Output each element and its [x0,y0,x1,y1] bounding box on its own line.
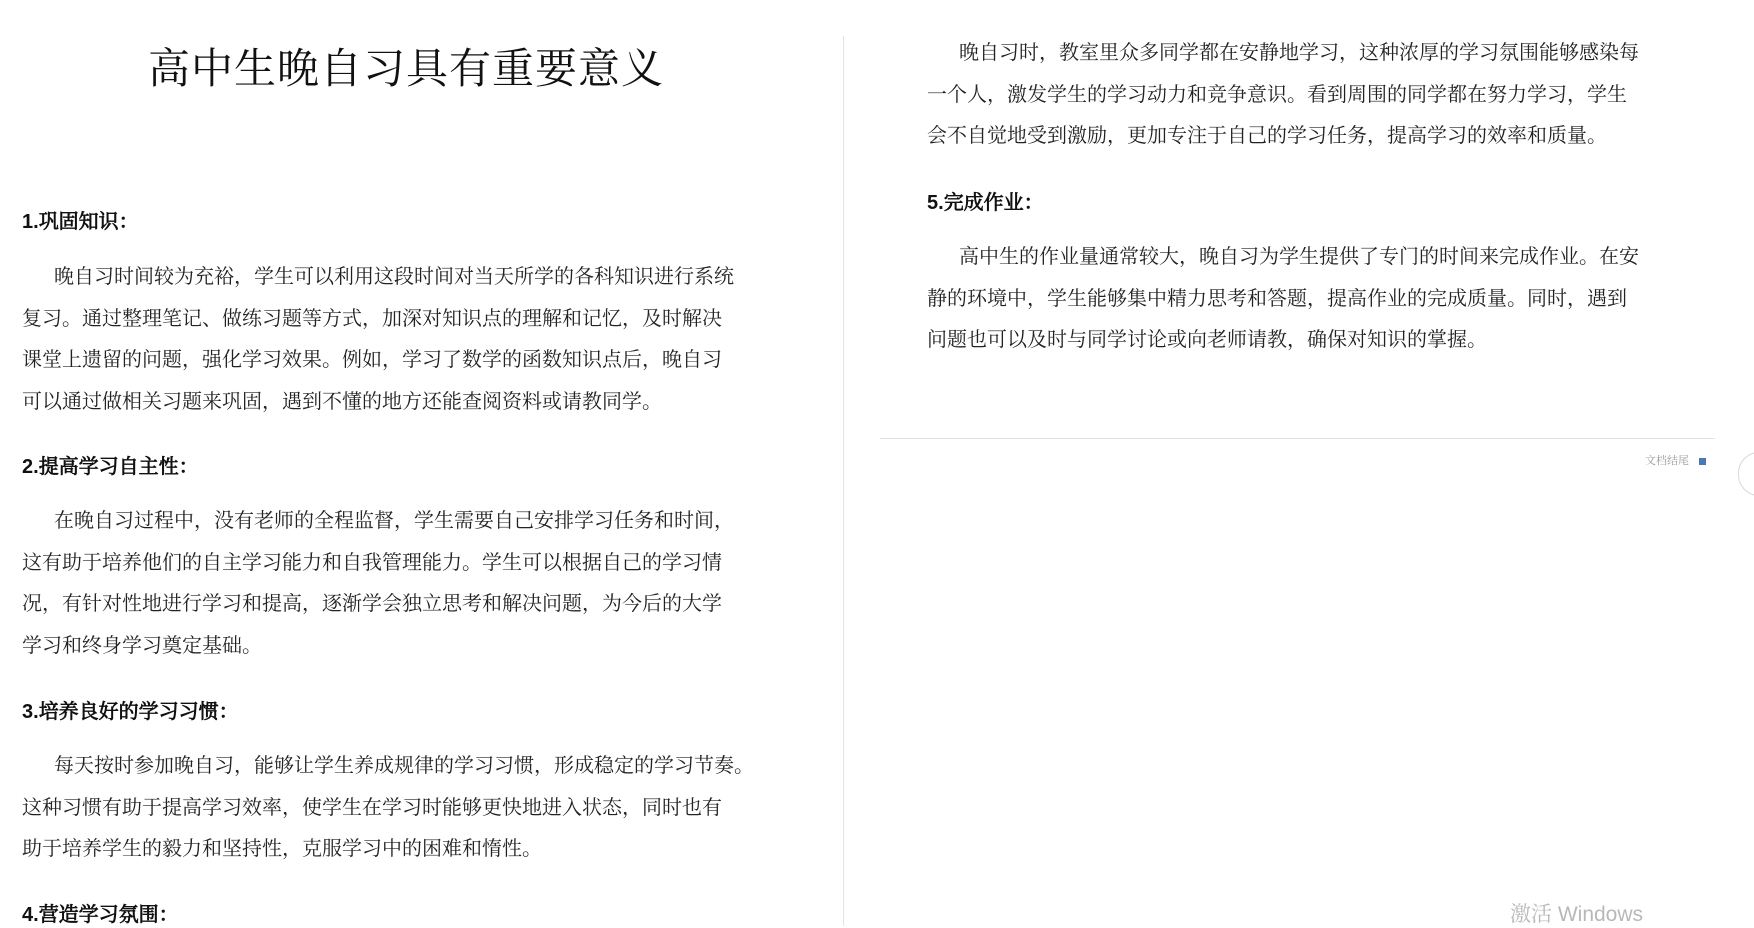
section-3-paragraph [22,745,754,870]
document-end-rule [880,438,1715,439]
section-1-line: 复习。通过整理笔记、做练习题等方式，加深对知识点的理解和记忆，及时解决 [22,305,722,330]
section-4-line: 会不自觉地受到激励，更加专注于自己的学习任务，提高学习的效率和质量。 [927,123,1607,147]
section-2-line: 况，有针对性地进行学习和提高，逐渐学会独立思考和解决问题，为今后的大学 [22,591,722,615]
section-1-heading [22,205,139,234]
section-3-heading [22,695,239,724]
section-1-line: 可以通过做相关习题来巩固，遇到不懂的地方还能查阅资料或请教同学。 [22,388,662,413]
section-4-heading [22,898,179,927]
end-marker-square-icon [1699,458,1706,465]
side-panel-handle[interactable] [1738,452,1754,496]
section-3-line: 这种习惯有助于提高学习效率，使学生在学习时能够更快地进入状态，同时也有 [22,794,722,819]
document-title: 高中生晚自习具有重要意义 [148,44,665,93]
section-2-number: 2. [22,456,39,478]
section-2-heading [22,450,199,479]
section-5-paragraph [927,236,1639,361]
section-4-number: 4. [22,904,39,926]
section-4-line: 一个人，激发学生的学习动力和竞争意识。看到周围的同学都在努力学习，学生 [927,81,1627,106]
section-1-number: 1. [22,211,39,233]
section-2-line: 这有助于培养他们的自主学习能力和自我管理能力。学生可以根据自己的学习情 [22,549,722,574]
document-end-marker [1645,452,1706,468]
section-5-number: 5. [927,192,944,214]
section-1-line: 课堂上遗留的问题，强化学习效果。例如，学习了数学的函数知识点后，晚自习 [22,347,722,371]
document-page-left [0,0,845,926]
document-end-label: 文档结尾 [1645,455,1689,467]
section-3-title: 培养良好的学习习惯： [38,699,239,723]
section-5-heading [927,186,1044,215]
section-2-line: 学习和终身学习奠定基础。 [22,632,262,657]
section-5-line: 高中生的作业量通常较大，晚自习为学生提供了专门的时间来完成作业。在安 [959,244,1639,268]
section-3-line: 助于培养学生的毅力和坚持性，克服学习中的困难和惰性。 [22,836,542,860]
section-5-line: 静的环境中，学生能够集中精力思考和答题，提高作业的完成质量。同时，遇到 [927,285,1627,310]
section-3-line: 每天按时参加晚自习，能够让学生养成规律的学习习惯，形成稳定的学习节奏。 [54,753,754,777]
document-page-right [880,0,1754,926]
section-2-paragraph [22,500,734,666]
section-1-line: 晚自习时间较为充裕，学生可以利用这段时间对当天所学的各科知识进行系统 [54,264,734,288]
section-2-line: 在晚自习过程中，没有老师的全程监督，学生需要自己安排学习任务和时间， [54,508,734,532]
section-3-number: 3. [22,701,39,723]
section-1-paragraph [22,256,734,422]
section-1-title: 巩固知识： [38,209,139,233]
section-4-paragraph [927,32,1639,157]
page-divider [843,36,844,926]
activation-watermark: 激活 Windows [1510,903,1644,926]
section-2-title: 提高学习自主性： [38,454,199,478]
section-4-line: 晚自习时，教室里众多同学都在安静地学习，这种浓厚的学习氛围能够感染每 [959,40,1639,64]
section-4-title: 营造学习氛围： [38,902,179,926]
section-5-title: 完成作业： [943,190,1044,214]
section-5-line: 问题也可以及时与同学讨论或向老师请教，确保对知识的掌握。 [927,327,1487,351]
